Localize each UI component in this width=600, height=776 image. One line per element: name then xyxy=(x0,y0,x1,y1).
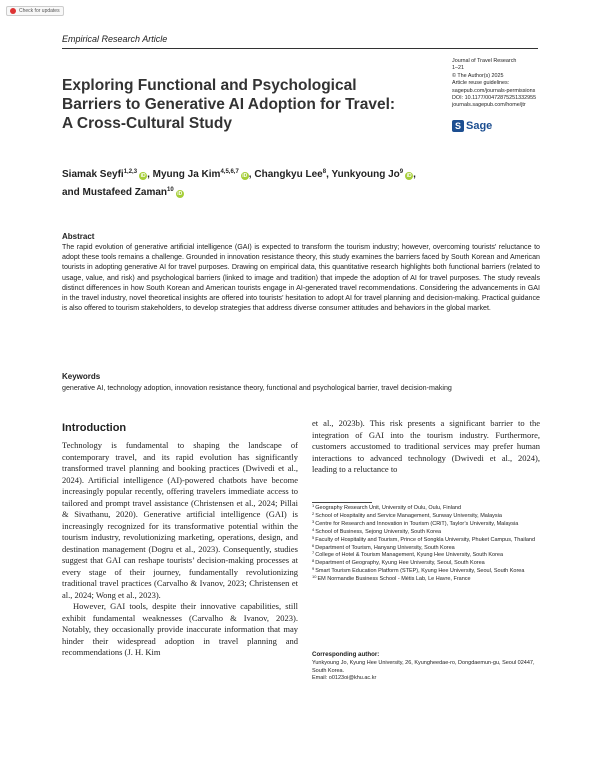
author-affil-sup: 1,2,3 xyxy=(123,169,138,175)
affiliation xyxy=(312,510,544,520)
right-column xyxy=(312,418,540,476)
orcid-icon[interactable]: iD xyxy=(406,173,412,179)
page-range: 1–21 xyxy=(452,65,464,72)
header-rule xyxy=(62,48,538,49)
affiliations xyxy=(312,505,544,584)
affiliation-text: Department of Tourism, Hanyang University, South Korea xyxy=(315,544,455,551)
affiliation-text: Centre for Research and Innovation in Tourism (CRiT), Taylor’s University, Malaysia xyxy=(315,520,519,527)
affiliation xyxy=(312,518,544,528)
affiliation-number: 10 xyxy=(312,574,317,580)
affiliation xyxy=(312,526,544,536)
author: Myung Ja Kim$^{4,5,6,7}$iD , xyxy=(152,169,252,180)
affiliation-number: 9 xyxy=(312,566,315,572)
affiliation-number: 2 xyxy=(312,510,315,516)
article-type: Empirical Research Article xyxy=(62,34,168,44)
check-updates-label: Check for updates xyxy=(19,8,60,14)
affiliation xyxy=(312,560,544,567)
check-updates-icon xyxy=(10,8,16,14)
author: Yunkyoung Jo$^9$iD , xyxy=(331,169,416,180)
author-affil-sup: 10 xyxy=(167,187,174,193)
author-affil-sup: 4,5,6,7 xyxy=(220,169,239,175)
corresponding-email[interactable]: Email: o0123oi@khu.ac.kr xyxy=(312,675,377,682)
keywords-heading: Keywords xyxy=(62,372,101,381)
affiliation-number: 8 xyxy=(312,558,315,564)
affiliation xyxy=(312,568,544,575)
abstract-heading: Abstract xyxy=(62,232,95,241)
orcid-icon[interactable]: iD xyxy=(242,173,248,179)
author: Changkyu Lee$^8$, xyxy=(254,169,329,180)
affiliation-text: School of Hospitality and Service Management, Sunway University, Malaysia xyxy=(315,512,502,519)
article-title: Exploring Functional and Psychological Barriers to Generative AI Adoption for Travel: A Cross-Cultural Study xyxy=(62,77,396,132)
affiliation-number: 4 xyxy=(312,526,315,532)
orcid-icon[interactable]: iD xyxy=(177,191,183,197)
journal-meta xyxy=(452,58,552,110)
author xyxy=(62,187,184,198)
author: Siamak Seyfi$^{1,2,3}$iD , xyxy=(62,169,150,180)
author-name: Changkyu Lee xyxy=(254,169,323,180)
author-affil-sup: 9 xyxy=(399,169,404,175)
affiliation-text: EM Normandie Business School - Métis Lab, Le Havre, France xyxy=(317,576,471,583)
affiliation xyxy=(312,542,544,552)
sage-logo xyxy=(452,120,492,132)
left-column xyxy=(62,440,298,659)
orcid-icon[interactable]: iD xyxy=(140,173,146,179)
footnote-rule xyxy=(312,502,372,503)
affiliation-text: Geography Research Unit, University of Oulu, Oulu, Finland xyxy=(315,505,462,511)
author-affil-sup: 8 xyxy=(322,169,327,175)
affiliation-number: 3 xyxy=(312,518,315,524)
check-for-updates-badge[interactable] xyxy=(6,6,64,16)
affiliation-text: School of Business, Sejong University, South Korea xyxy=(315,528,442,535)
affiliation-text: Smart Tourism Education Platform (STEP), Kyung Hee University, Seoul, South Korea xyxy=(315,568,525,575)
intro-paragraph-continued: et al., 2023b). This risk presents a significant barrier to the integration of GAI into the tourism industry. Furthermore, customers accustomed to traditional services may prefer human interactions to advanced technology (Dwivedi et al., 2024), leading to a reluctance to xyxy=(312,418,540,474)
affiliation-text: Department of Geography, Kyung Hee University, Seoul, South Korea xyxy=(315,560,485,567)
affiliation-text: College of Hotel & Tourism Management, Kyung Hee University, South Korea xyxy=(315,552,504,559)
author-name: Yunkyoung Jo xyxy=(331,169,400,180)
author-name: and Mustafeed Zaman xyxy=(62,187,168,198)
author-name: Siamak Seyfi xyxy=(62,169,124,180)
journal-home-link[interactable]: journals.sagepub.com/home/jtr xyxy=(452,102,526,109)
reuse-guidelines-label: Article reuse guidelines: xyxy=(452,80,510,87)
author-name: Myung Ja Kim xyxy=(152,169,221,180)
journal-name: Journal of Travel Research xyxy=(452,58,517,64)
keywords-text: generative AI, technology adoption, innovation resistance theory, functional and psychological barrier, travel decision-making xyxy=(62,384,452,392)
affiliation xyxy=(312,534,544,544)
corresponding-author-heading: Corresponding author: xyxy=(312,651,380,658)
introduction-heading: Introduction xyxy=(62,422,127,434)
intro-paragraph-1: Technology is fundamental to shaping the landscape of contemporary travel, and its rapid evolution has significantly transformed travel planning and booking practices (Dwivedi et al., 2024). Artificial intelligence (AI)-powered chatbots have become increasingly popular recently, offering travelers immediate access to tailored and prompt travel assistance (Christensen et al., 2024; Pillai & Sivathanu, 2020). Generative artificial intelligence (GAI) is increasingly recognized for its transformative potential within the tourism industry, revolutionizing marketing, operations, design, and destination management (Dogru et al., 2023). Consequently, studies suggest that GAI can reshape tourists’ decision-making processes at every stage of their journey, fundamentally revolutionizing traditional travel practices (Carvalho & Ivanov, 2023; Christensen et al., 2024; Wong et al., 2023). xyxy=(62,440,298,600)
affiliation-number: 7 xyxy=(312,550,315,556)
corresponding-author-details xyxy=(312,660,544,683)
intro-paragraph-2: However, GAI tools, despite their innovative capabilities, still exhibit fundamental weaknesses (Carvalho & Ivanov, 2023). Notably, they occasionally provide inaccurate information that may hinder their widespread adoption in travel planning and recommendations (J. H. Kim xyxy=(62,601,298,657)
sage-wordmark: Sage xyxy=(466,120,493,132)
affiliation xyxy=(312,505,544,512)
affiliation xyxy=(312,576,544,583)
corresponding-address: Yunkyoung Jo, Kyung Hee University, 26, Kyungheedae-ro, Dongdaemun-gu, Seoul 02447, South Korea. xyxy=(312,660,535,674)
affiliation-number: 5 xyxy=(312,534,315,540)
doi[interactable]: DOI: 10.1177/00472875251332955 xyxy=(452,95,537,102)
affiliation-number: 6 xyxy=(312,542,315,548)
affiliation-number: 1 xyxy=(312,503,315,508)
sage-s-icon: S xyxy=(452,120,464,132)
abstract-text: The rapid evolution of generative artificial intelligence (GAI) is expected to transform the tourism industry; however, overcoming tourists’ reluctance to adopt these tools remains a challenge. Grounded in innovation resistance theory, this study examines the barriers faced by South Korean and American tourists in adopting generative AI for travel purposes. Drawing on empirical data, this quantitative research highlights both functional barriers (related to usage, value, and risk) and psychological barriers (linked to image and tradition) that impede the adoption of AI for travel purposes. The study reveals distinct differences in how South Korean and American tourists engage in AI-generated travel recommendations. Considering the advancements in GAI in the travel industry, novel theoretical insights are offered into tourists’ hesitation to adopt AI for travel planning and decision-making. Practical guidance is also offered to tourism stakeholders, to develop strategies that address diverse consumer attitudes and behaviors in the global market. xyxy=(62,243,540,313)
affiliation-text: Faculty of Hospitality and Tourism, Prince of Songkla University, Phuket Campus, Thailand xyxy=(315,536,536,543)
copyright: © The Author(s) 2025 xyxy=(452,72,504,79)
author-list xyxy=(62,166,552,202)
permissions-link[interactable]: sagepub.com/journals-permissions xyxy=(452,87,536,94)
affiliation xyxy=(312,552,544,559)
